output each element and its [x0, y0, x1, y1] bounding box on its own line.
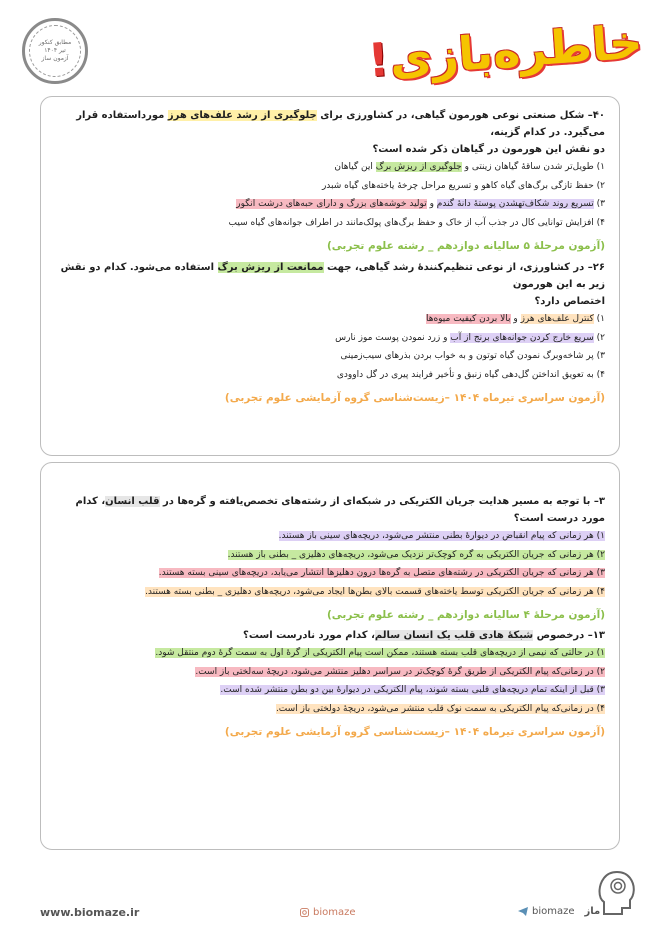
highlight: کنترل علف‌های هرز — [520, 314, 594, 324]
brand-mark-text: ماز — [584, 906, 601, 917]
question-13 — [59, 627, 605, 742]
option-3: ۳) تسریع روند شکاف‌تهشدن پوستهٔ دانهٔ گندم و تولید خوشه‌های بزرگ و دارای حبه‌های درشت انگور — [236, 199, 605, 209]
option-3 — [59, 681, 605, 700]
stamp-line-2: تیر ۱۴۰۴ — [44, 47, 66, 54]
highlight: تولید خوشه‌های بزرگ و دارای حبه‌های درشت انگور — [236, 199, 427, 209]
khatere-bazi-logo — [366, 0, 644, 102]
option-3 — [59, 564, 605, 583]
question-source: (آزمون سراسری تیرماه ۱۴۰۴ –زیست‌شناسی گروه آزمایشی علوم تجربی) — [224, 392, 605, 404]
highlight: سریع خارج کردن جوانه‌های برنج از آب — [450, 332, 594, 343]
instagram-icon — [300, 908, 309, 917]
highlight: ۳) قبل از اینکه تمام دریچه‌های قلبی بسته شوند، پیام الکتریکی در دیوارهٔ بین دو بطن منتشر شده است. — [220, 685, 605, 695]
option-4 — [59, 583, 605, 602]
telegram-handle[interactable]: biomaze ماز — [518, 906, 600, 917]
highlight: تسریع روند شکاف‌تهشدن پوستهٔ دانهٔ گندم — [436, 199, 594, 209]
logo-exclamation: ! — [366, 31, 390, 88]
highlight: جلوگیری از ریزش برگ — [375, 162, 462, 172]
option-1: ۱) طویل‌تر شدن ساقهٔ گیاهان زینتی و جلوگیری از ریزش برگ این گیاهان — [334, 162, 605, 172]
option-1 — [59, 527, 605, 546]
highlight: شبکهٔ هادی قلب یک انسان سالم — [374, 630, 534, 641]
telegram-icon — [518, 907, 528, 916]
stamp-line-1: مطابق کنکور — [38, 39, 72, 46]
question-card-2 — [40, 462, 620, 850]
stamp-logo — [22, 18, 88, 84]
instagram-handle[interactable]: biomaze — [300, 907, 356, 918]
question-title: ۲۶– در کشاورزی، از نوعی تنظیم‌کنندهٔ رشد گیاهی، جهت ممانعت از ریزش برگ استفاده می‌شود. کدام دو نقش زیر به این هورمون اختصاص دارد؟ — [60, 262, 605, 307]
highlight: ۱) در حالتی که نیمی از دریچه‌های قلب بسته هستند، ممکن است پیام الکتریکی از گرهٔ اول به سمت گرهٔ دوم منتقل شود. — [155, 648, 605, 658]
website-link[interactable]: www.biomaze.ir — [40, 906, 140, 919]
highlight: ۴) در زمانی‌که پیام الکتریکی به سمت نوک قلب منتشر می‌شود، دریچهٔ دولختی باز است. — [275, 703, 605, 714]
option-1: ۱) کنترل علف‌های هرز و بالا بردن کیفیت میوه‌ها — [425, 314, 605, 324]
option-4: ۴) افزایش توانایی کال در جذب آب از خاک و حفظ برگ‌های پولک‌مانند در اطراف جوانه‌های گیاه سیب — [228, 217, 605, 228]
question-card-1 — [40, 96, 620, 456]
question-26 — [59, 259, 605, 408]
question-source: (آزمون سراسری تیرماه ۱۴۰۴ –زیست‌شناسی گروه آزمایشی علوم تجربی) — [224, 726, 605, 738]
option-3: ۳) پر شاخه‌وبرگ نمودن گیاه توتون و به خواب بردن بذرهای سیب‌زمینی — [340, 351, 605, 361]
option-4 — [59, 700, 605, 719]
option-2: ۲) حفظ تازگی برگ‌های گیاه کاهو و تسریع مراحل چرخهٔ یاخته‌های گیاه شبدر — [321, 180, 605, 191]
question-source: (آزمون مرحلهٔ ۵ سالیانه دوازدهم _ رشته علوم تجربی) — [326, 240, 605, 252]
option-1 — [59, 644, 605, 663]
option-2: ۲) سریع خارج کردن جوانه‌های برنج از آب و زرد نمودن پوست موز نارس — [335, 332, 605, 343]
highlight: قلب انسان — [105, 496, 160, 507]
question-3 — [59, 493, 605, 625]
stamp-line-3: آزمون ساز — [41, 55, 69, 62]
question-title: ۴۰– شکل صنعتی نوعی هورمون گیاهی، در کشاورزی برای جلوگیری از رشد علف‌های هرز مورداستفاده قرار می‌گیرد. در کدام گزینه، دو نقش این هورمون در گیاهان ذکر شده است؟ — [76, 110, 605, 155]
question-title: ۱۳– درخصوص شبکهٔ هادی قلب یک انسان سالم، کدام مورد نادرست است؟ — [243, 630, 605, 641]
option-2 — [59, 663, 605, 682]
option-2 — [59, 546, 605, 565]
highlight: ممانعت از ریزش برگ — [217, 262, 324, 273]
highlight: ۳) هر زمانی که جریان الکتریکی در رشته‌های متصل به گره‌ها درون دهلیزها انتشار می‌یابد، دریچه‌های سینی بسته هستند. — [158, 568, 605, 578]
highlight: بالا بردن کیفیت میوه‌ها — [425, 314, 511, 324]
highlight: ۴) هر زمانی که جریان الکتریکی توسط یاخته‌های قسمت بالای بطن‌ها ایجاد می‌شود، دریچه‌های دهلیزی _ بطنی بسته هستند. — [145, 586, 605, 597]
head-maze-icon — [596, 866, 636, 918]
question-title: ۳– با توجه به مسیر هدایت جریان الکتریکی در شبکه‌ای از رشته‌های تخصص‌یافته و گره‌ها در قلب انسان، کدام مورد درست است؟ — [75, 496, 605, 524]
highlight: ۱) هر زمانی که پیام انقباض در دیوارهٔ بطنی منتشر می‌شود، دریچه‌های سینی باز هستند. — [278, 531, 605, 541]
highlight: ۲) در زمانی‌که پیام الکتریکی از طریق گرهٔ کوچک‌تر در سراسر دهلیز منتشر می‌شود، دریچهٔ سه‌لختی باز است. — [195, 666, 605, 677]
question-40 — [59, 107, 605, 256]
option-4: ۴) به تعویق انداختن گل‌دهی گیاه زنبق و تأخیر فرایند پیری در گل داوودی — [336, 369, 605, 380]
highlight: ۲) هر زمانی که جریان الکتریکی به گره کوچک‌تر نزدیک می‌شود، دریچه‌های دهلیزی _ بطنی باز هستند. — [227, 549, 605, 560]
question-source: (آزمون مرحلهٔ ۴ سالیانه دوازدهم _ رشته علوم تجربی) — [326, 609, 605, 621]
highlight: جلوگیری از رشد علف‌های هرز — [167, 110, 317, 121]
logo-text: خاطره‌بازی — [388, 13, 644, 86]
